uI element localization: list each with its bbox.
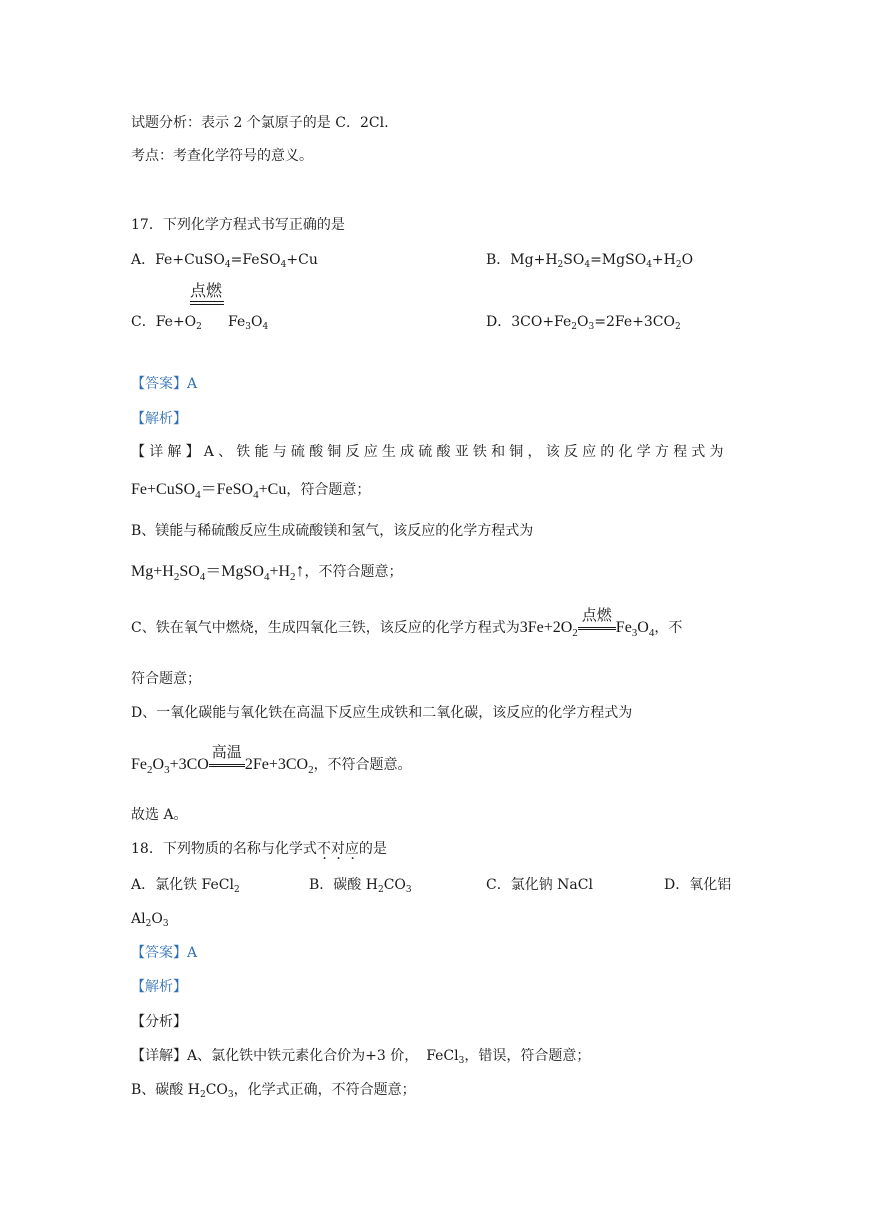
q18-stem: 18．下列物质的名称与化学式不对应的是 xyxy=(131,841,387,857)
q17-equation-b: $Mg+H_2SO_4=MgSO_4+H_2↑$，不符合题意； xyxy=(131,560,403,583)
q17-equation-d: $Fe_2O_3+3CO$ 高温 $2Fe+3CO_2$，不符合题意。 xyxy=(131,743,412,776)
reaction-condition-c: 点燃 xyxy=(578,619,616,637)
q17-option-c-product: $Fe_3O_4$ xyxy=(228,314,269,332)
q18-answer: 【答案】A xyxy=(131,945,198,961)
q17-detail-a: 【详解】A、铁能与硫酸铜反应生成硫酸亚铁和铜，该反应的化学方程式为 xyxy=(131,444,728,460)
q17-option-c[interactable]: C．$Fe+O_2$ xyxy=(131,314,202,332)
q18-analyze-label: 【分析】 xyxy=(131,1014,187,1030)
q18-option-d[interactable]: D．氧化铝 xyxy=(664,877,732,893)
q18-option-d-formula: $Al_2O_3$ xyxy=(131,911,169,929)
q17-equation-a: Fe+CuSO$_4$＝FeSO$_4$+Cu，符合题意； xyxy=(131,481,371,501)
reaction-condition-d: 高温 xyxy=(209,756,245,774)
q17-analysis-label: 【解析】 xyxy=(131,411,187,427)
q17-detail-c-cont: 符合题意； xyxy=(131,671,201,687)
q18-detail-a: 【详解】A、氯化铁中铁元素化合价为+3 价， FeCl$_3$，错误，符合题意； xyxy=(131,1048,591,1066)
analysis-line: 试题分析：表示 2 个氯原子的是 C．2Cl. xyxy=(131,115,389,131)
q17-detail-b: B、镁能与稀硫酸反应生成硫酸镁和氢气，该反应的化学方程式为 xyxy=(131,523,534,539)
q18-detail-b: B、碳酸 $H_2CO_3$，化学式正确，不符合题意； xyxy=(131,1082,416,1100)
q17-option-c-condition: 点燃 xyxy=(190,281,223,300)
q17-option-b[interactable]: B．$Mg+H_2SO_4=MgSO_4+H_2O$ xyxy=(486,252,694,270)
q18-analysis-label: 【解析】 xyxy=(131,979,187,995)
q17-stem: 17．下列化学方程式书写正确的是 xyxy=(131,217,345,233)
q17-detail-d: D、一氧化碳能与氧化铁在高温下反应生成铁和二氧化碳，该反应的化学方程式为 xyxy=(131,705,633,721)
q17-detail-c: C、铁在氧气中燃烧，生成四氧化三铁，该反应的化学方程式为$3Fe+2O_2$ 点燃 $Fe_3O_4$，不 xyxy=(131,606,683,639)
q17-answer: 【答案】A xyxy=(131,376,198,392)
knowledge-point-line: 考点：考查化学符号的意义。 xyxy=(131,148,313,164)
q17-option-d[interactable]: D．$3CO+Fe_2O_3=2Fe+3CO_2$ xyxy=(486,314,681,332)
q18-option-c[interactable]: C．氯化钠 NaCl xyxy=(486,877,593,893)
q17-conclusion: 故选 A。 xyxy=(131,807,188,823)
q18-option-b[interactable]: B．碳酸 $H_2CO_3$ xyxy=(309,877,412,895)
q17-option-a[interactable]: A．Fe+CuSO$_4$=FeSO$_4$+Cu xyxy=(131,252,318,270)
q18-option-a[interactable]: A．氯化铁 FeCl$_2$ xyxy=(131,877,240,895)
q17-option-c-double-line xyxy=(190,301,224,305)
